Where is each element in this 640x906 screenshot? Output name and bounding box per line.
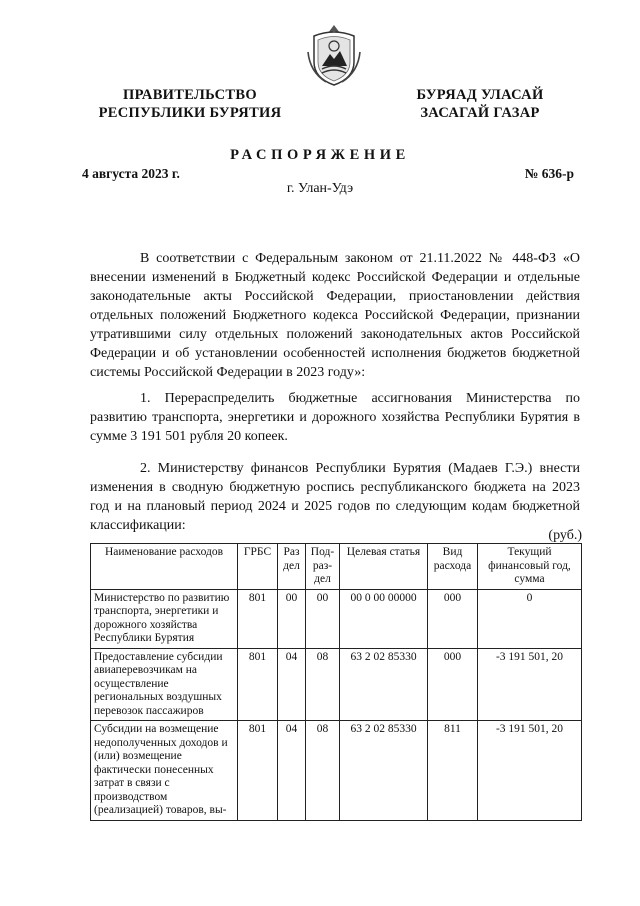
row-kind: 811 <box>428 721 478 821</box>
clause-1-paragraph <box>90 389 580 446</box>
row-grbs: 801 <box>238 648 278 721</box>
header-grbs: ГРБС <box>238 544 278 590</box>
clause-2-paragraph <box>90 459 580 535</box>
row-grbs: 801 <box>238 721 278 821</box>
header-current: Текущий финансовый год, сумма <box>478 544 582 590</box>
clause-1-text: 1. Перераспределить бюджетные ассигнования Министерства по развитию транспорта, энергетики и дорожного хозяйства Республики Бурятия в сумме 3 191 501 рубля 20 копеек. <box>90 391 580 444</box>
row-target: 63 2 02 85330 <box>340 721 428 821</box>
clause-2-text: 2. Министерству финансов Республики Бурятия (Мадаев Г.Э.) внести изменения в сводную бюджетную роспись республиканского бюджета на 2023 год и на плановый период 2024 и 2025 годов по следующим кодам бюджетной классификации: <box>90 461 580 533</box>
row-kind: 000 <box>428 648 478 721</box>
row-name: Субсидии на возмещение недополученных доходов и (или) возмещение фактически понесенных затрат в связи с производством (реализацией) товаров, вы- <box>91 721 238 821</box>
table-header-row <box>91 544 582 590</box>
document-date: 4 августа 2023 г. <box>82 166 180 181</box>
row-podrazdel: 00 <box>306 589 340 648</box>
government-name-ru-line1: ПРАВИТЕЛЬСТВО <box>123 87 257 103</box>
header-name: Наименование расходов <box>91 544 238 590</box>
budget-table <box>90 543 582 821</box>
preamble-paragraph <box>90 249 580 382</box>
row-razdel: 00 <box>278 589 306 648</box>
row-name: Предоставление субсидии авиаперевозчикам на осуществление региональных воздушных перевозок пассажиров <box>91 648 238 721</box>
row-target: 63 2 02 85330 <box>340 648 428 721</box>
coat-of-arms-icon <box>300 22 368 88</box>
currency-unit: (руб.) <box>548 528 582 543</box>
row-kind: 000 <box>428 589 478 648</box>
header-razdel: Раз дел <box>278 544 306 590</box>
document-number: № 636-р <box>524 166 574 181</box>
row-amount: -3 191 501, 20 <box>478 721 582 821</box>
government-name-bua-line1: БУРЯАД УЛАСАЙ <box>416 87 544 103</box>
row-amount: -3 191 501, 20 <box>478 648 582 721</box>
row-razdel: 04 <box>278 721 306 821</box>
table-row <box>91 589 582 648</box>
row-name: Министерство по развитию транспорта, энергетики и дорожного хозяйства Республики Бурятия <box>91 589 238 648</box>
row-razdel: 04 <box>278 648 306 721</box>
row-grbs: 801 <box>238 589 278 648</box>
table-row <box>91 721 582 821</box>
preamble-text: В соответствии с Федеральным законом от 21.11.2022 № 448-ФЗ «О внесении изменений в Бюджетный кодекс Российской Федерации и отдельные законодательные акты Российской Федерации, приостановлении действия отдельных положений Бюджетного кодекса Российской Федерации, признании утратившими силу отдельных положений законодательных актов Российской Федерации и об установлении особенностей исполнения бюджетов бюджетной системы Российской Федерации в 2023 году»: <box>90 251 580 380</box>
government-name-ru <box>80 86 300 122</box>
government-name-ru-line2: РЕСПУБЛИКИ БУРЯТИЯ <box>98 105 282 121</box>
header-kind: Вид расхода <box>428 544 478 590</box>
table-row <box>91 648 582 721</box>
government-name-bua <box>395 86 565 122</box>
row-amount: 0 <box>478 589 582 648</box>
document-city: г. Улан-Удэ <box>286 181 354 196</box>
row-podrazdel: 08 <box>306 721 340 821</box>
header-target: Целевая статья <box>340 544 428 590</box>
row-podrazdel: 08 <box>306 648 340 721</box>
header-podrazdel: Под-раз-дел <box>306 544 340 590</box>
government-name-bua-line2: ЗАСАГАЙ ГАЗАР <box>420 105 540 121</box>
document-title: РАСПОРЯЖЕНИЕ <box>230 147 410 163</box>
row-target: 00 0 00 00000 <box>340 589 428 648</box>
